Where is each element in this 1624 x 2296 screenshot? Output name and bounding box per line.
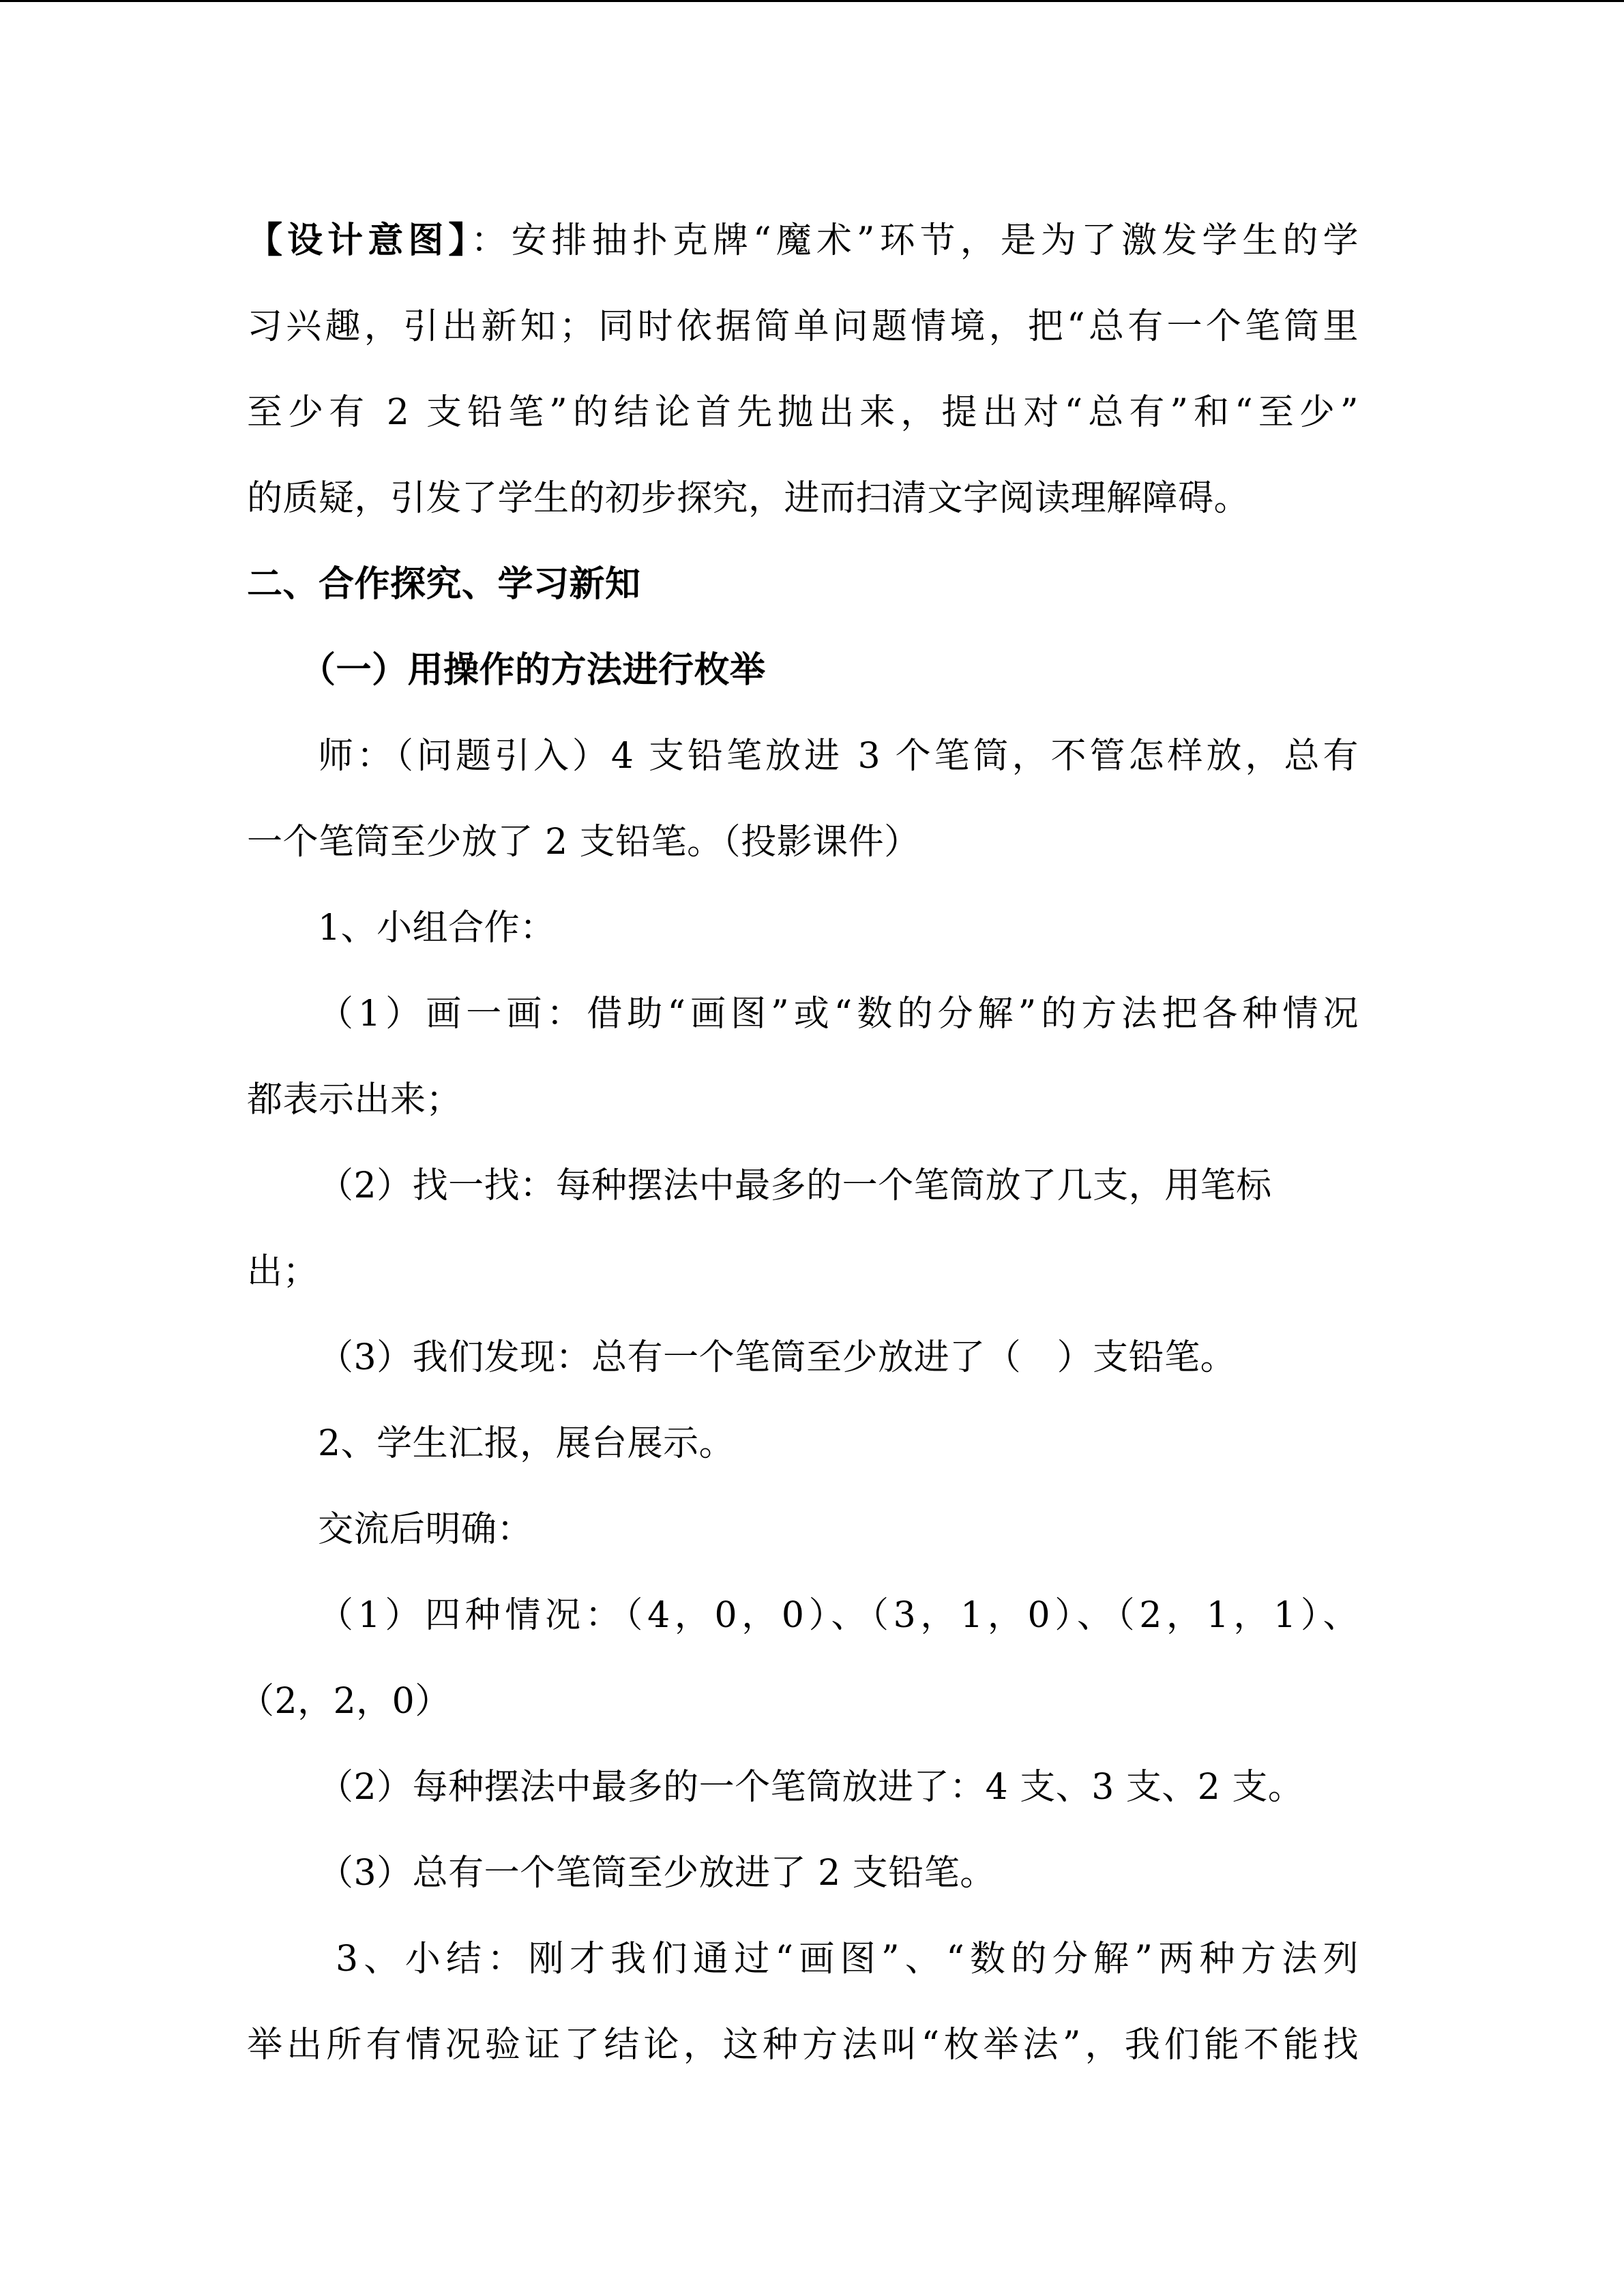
design-intent-label: 【设计意图】 bbox=[247, 220, 471, 261]
subsection-heading: （一）用操作的方法进行枚举 bbox=[300, 649, 766, 691]
list-item: 1、小组合作： bbox=[318, 908, 556, 949]
paragraph-line: （2，2，0） bbox=[239, 1681, 451, 1722]
paragraph-line: 一个笔筒至少放了 2 支铅笔。（投影课件） bbox=[247, 822, 920, 863]
list-item: （3）我们发现：总有一个笔筒至少放进了（ ）支铅笔。 bbox=[318, 1337, 1237, 1378]
list-item: （1）四种情况：（4，0，0）、（3，1，0）、（2，1，1）、 bbox=[318, 1595, 1359, 1636]
paragraph-line: 交流后明确： bbox=[318, 1509, 533, 1550]
top-border-rule bbox=[0, 0, 1624, 2]
paragraph-line: 举出所有情况验证了结论，这种方法叫“枚举法”，我们能不能找 bbox=[247, 2025, 1359, 2066]
list-item: （2）每种摆法中最多的一个笔筒放进了：4 支、3 支、2 支。 bbox=[318, 1767, 1304, 1808]
list-item: （2）找一找：每种摆法中最多的一个笔筒放了几支，用笔标 bbox=[318, 1165, 1272, 1206]
section-heading: 二、合作探究、学习新知 bbox=[247, 563, 641, 605]
document-page bbox=[239, 198, 1359, 2088]
list-item: （1）画一画：借助“画图”或“数的分解”的方法把各种情况 bbox=[318, 994, 1359, 1034]
list-item: 2、学生汇报，展台展示。 bbox=[318, 1423, 735, 1464]
paragraph-line: 出； bbox=[247, 1251, 319, 1292]
paragraph-line: 师：（问题引入）4 支铅笔放进 3 个笔筒，不管怎样放，总有 bbox=[318, 736, 1359, 777]
list-item: 3、小结：刚才我们通过“画图”、“数的分解”两种方法列 bbox=[336, 1939, 1359, 1980]
design-intent-text: ：安排抽扑克牌“魔术”环节，是为了激发学生的学 bbox=[471, 220, 1359, 261]
paragraph-line: 习兴趣，引出新知；同时依据简单问题情境，把“总有一个笔筒里 bbox=[247, 306, 1359, 347]
list-item: （3）总有一个笔筒至少放进了 2 支铅笔。 bbox=[318, 1853, 996, 1894]
paragraph-line: 都表示出来； bbox=[247, 1079, 462, 1120]
paragraph-line: 的质疑，引发了学生的初步探究，进而扫清文字阅读理解障碍。 bbox=[247, 478, 1250, 519]
design-intent-line-1 bbox=[247, 198, 1359, 284]
paragraph-line: 至少有 2 支铅笔”的结论首先抛出来，提出对“总有”和“至少” bbox=[247, 392, 1359, 433]
